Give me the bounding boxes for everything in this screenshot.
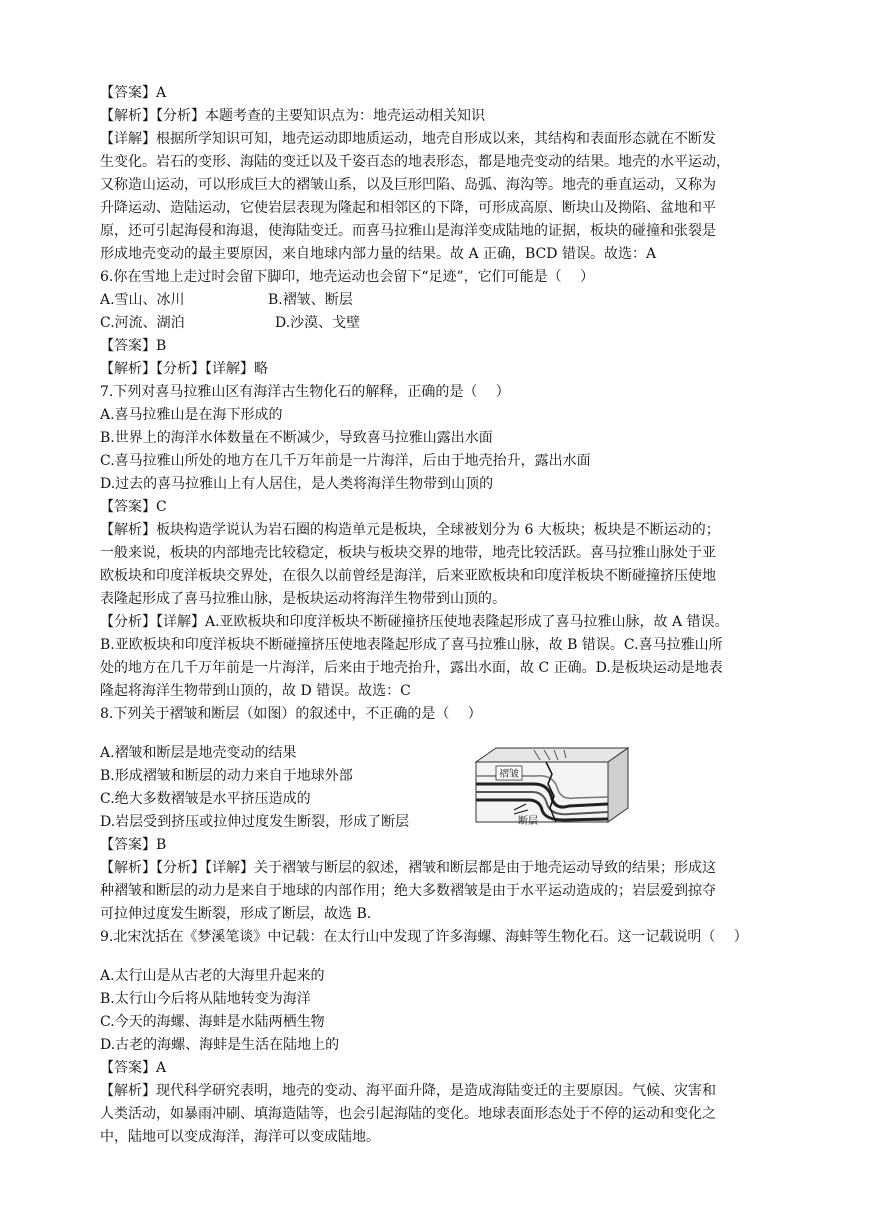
q9-option-a: A.太行山是从古老的大海里升起来的 xyxy=(100,968,325,984)
detail-7-line-2: B.亚欧板块和印度洋板块不断碰撞挤压使地表隆起形成了喜马拉雅山脉，故 B 错误。C.喜马拉雅山所 xyxy=(100,637,723,653)
q6-option-b: B.褶皱、断层 xyxy=(268,292,353,308)
detail-7-line-1: 【分析】【详解】A.亚欧板块和印度洋板块不断碰撞挤压使地表隆起形成了喜马拉雅山脉，故 A 错误。 xyxy=(100,614,729,630)
q8-option-b: B.形成褶皱和断层的动力来自于地球外部 xyxy=(100,768,353,784)
analysis-6: 【解析】【分析】【详解】略 xyxy=(100,361,268,377)
detail-5-line-4: 升降运动、造陆运动，它使岩层表现为隆起和相邻区的下降，可形成高原、断块山及拗陷、盆地和平 xyxy=(100,200,716,216)
answer-8: 【答案】B xyxy=(100,837,167,853)
detail-5-line-1: 【详解】根据所学知识可知，地壳运动即地质运动，地壳自形成以来，其结构和表面形态就在不断发 xyxy=(100,131,716,147)
q9-option-b: B.太行山今后将从陆地转变为海洋 xyxy=(100,991,311,1007)
detail-7-line-4: 隆起将海洋生物带到山顶的，故 D 错误。故选：C xyxy=(100,683,411,699)
analysis-9-line-2: 人类活动，如暴雨冲刷、填海造陆等，也会引起海陆的变化。地球表面形态处于不停的运动和变化之 xyxy=(100,1106,716,1122)
analysis-7-line-1: 【解析】板块构造学说认为岩石圈的构造单元是板块，全球被划分为 6 大板块；板块是不断运动的； xyxy=(100,522,720,538)
q6-option-a: A.雪山、冰川 xyxy=(100,292,185,308)
detail-7-line-3: 处的地方在几千万年前是一片海洋，后来由于地壳抬升，露出水面，故 C 正确。D.是板块运动是地表 xyxy=(100,660,723,676)
fault-label: 断层 xyxy=(518,816,538,826)
analysis-8-line-3: 可拉伸过度发生断裂，形成了断层，故选 B. xyxy=(100,906,372,922)
analysis-8-line-2: 种褶皱和断层的动力是来自于地球的内部作用；绝大多数褶皱是由于水平运动造成的；岩层爱到掠夺 xyxy=(100,883,716,899)
analysis-8-line-1: 【解析】【分析】【详解】关于褶皱与断层的叙述，褶皱和断层都是由于地壳运动导致的结果；形成这 xyxy=(100,860,716,876)
q7-option-c: C.喜马拉雅山所处的地方在几千万年前是一片海洋，后由于地壳抬升，露出水面 xyxy=(100,453,591,469)
analysis-5: 【解析】【分析】本题考查的主要知识点为：地壳运动相关知识 xyxy=(100,108,485,124)
q7-option-a: A.喜马拉雅山是在海下形成的 xyxy=(100,407,283,423)
detail-5-line-6: 形成地壳变动的最主要原因，来自地球内部力量的结果。故 A 正确，BCD 错误。故选：A xyxy=(100,246,657,262)
analysis-9-line-1: 【解析】现代科学研究表明，地壳的变动、海平面升降，是造成海陆变迁的主要原因。气候、灾害和 xyxy=(100,1083,716,1099)
detail-5-line-2: 生变化。岩石的变形、海陆的变迁以及千姿百态的地表形态，都是地壳变动的结果。地壳的水平运动， xyxy=(100,154,730,170)
q6-option-d: D.沙漠、戈壁 xyxy=(275,315,361,331)
question-8: 8.下列关于褶皱和断层（如图）的叙述中，不正确的是（ ） xyxy=(100,706,482,722)
question-7: 7.下列对喜马拉雅山区有海洋古生物化石的解释，正确的是（ ） xyxy=(100,384,510,400)
analysis-9-line-3: 中，陆地可以变成海洋，海洋可以变成陆地。 xyxy=(100,1129,380,1145)
q7-option-b: B.世界上的海洋水体数量在不断减少，导致喜马拉雅山露出水面 xyxy=(100,430,493,446)
q9-option-d: D.古老的海螺、海蚌是生活在陆地上的 xyxy=(100,1037,340,1053)
detail-5-line-5: 原，还可引起海侵和海退，使海陆变迁。而喜马拉雅山是海洋变成陆地的证据，板块的碰撞和张裂是 xyxy=(100,223,716,239)
q7-option-d: D.过去的喜马拉雅山上有人居住，是人类将海洋生物带到山顶的 xyxy=(100,476,494,492)
fold-fault-diagram xyxy=(474,744,630,826)
q9-option-c: C.今天的海螺、海蚌是水陆两栖生物 xyxy=(100,1014,325,1030)
analysis-7-line-3: 欧板块和印度洋板块交界处，在很久以前曾经是海洋，后来亚欧板块和印度洋板块不断碰撞挤压使地 xyxy=(100,568,716,584)
q6-option-c: C.河流、湖泊 xyxy=(100,315,185,331)
question-9: 9.北宋沈括在《梦溪笔谈》中记载：在太行山中发现了许多海螺、海蚌等生物化石。这一记载说明（ ） xyxy=(100,929,748,945)
answer-6: 【答案】B xyxy=(100,338,167,354)
q8-option-a: A.褶皱和断层是地壳变动的结果 xyxy=(100,745,297,761)
fold-label: 褶皱 xyxy=(499,769,519,780)
detail-5-line-3: 又称造山运动，可以形成巨大的褶皱山系，以及巨形凹陷、岛弧、海沟等。地壳的垂直运动，又称为 xyxy=(100,177,716,193)
q8-option-d: D.岩层受到挤压或拉伸过度发生断裂，形成了断层 xyxy=(100,814,410,830)
answer-9: 【答案】A xyxy=(100,1060,167,1076)
analysis-7-line-4: 表隆起形成了喜马拉雅山脉，是板块运动将海洋生物带到山顶的。 xyxy=(100,591,506,607)
answer-7: 【答案】C xyxy=(100,499,167,515)
question-6: 6.你在雪地上走过时会留下脚印，地壳运动也会留下“足迹”，它们可能是（ ） xyxy=(100,269,595,285)
q8-option-c: C.绝大多数褶皱是水平挤压造成的 xyxy=(100,791,311,807)
answer-5: 【答案】A xyxy=(100,85,167,101)
fold-fault-illustration xyxy=(474,744,630,826)
analysis-7-line-2: 一般来说，板块的内部地壳比较稳定，板块与板块交界的地带，地壳比较活跃。喜马拉雅山脉处于亚 xyxy=(100,545,716,561)
